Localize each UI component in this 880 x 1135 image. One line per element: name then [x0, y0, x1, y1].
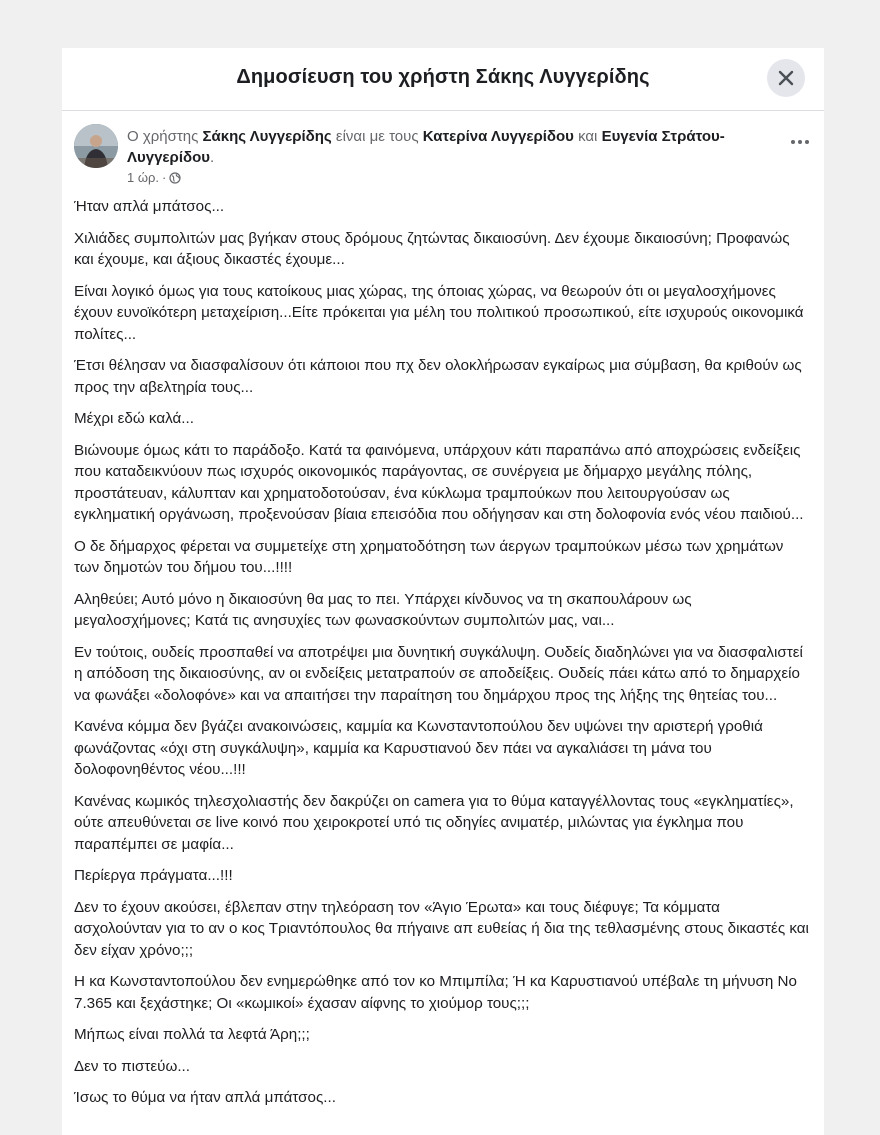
author-name-link[interactable]: Σάκης Λυγγερίδης: [202, 128, 332, 145]
post-paragraph: Η κα Κωνσταντοπούλου δεν ενημερώθηκε από τον κο Μπιμπίλα; Ή κα Καρυστιανού υπέβαλε τη μήνυση Νο 7.365 και ξεχάστηκε; Οι «κωμικοί» έχασαν αίφνης το χιούμορ τους;;;: [74, 973, 797, 1012]
post-paragraph: Δεν το πιστεύω...: [74, 1057, 190, 1075]
tagged-user-link-1[interactable]: Κατερίνα Λυγγερίδου: [422, 128, 574, 145]
post-paragraph: Ο δε δήμαρχος φέρεται να συμμετείχε στη χρηματοδότηση των άεργων τραμπούκων μέσω των χρημάτων των δημοτών του δήμου του...!!!!: [74, 537, 784, 576]
post-paragraph: Αληθεύει; Αυτό μόνο η δικαιοσύνη θα μας το πει. Υπάρχει κίνδυνος να τη σκαπουλάρουν ως μεγαλοσχήμονες; Κατά τις ανησυχίες των φωνασκούντων συμπολιτών μας, ναι...: [74, 590, 692, 629]
dialog-title: Δημοσίευση του χρήστη Σάκης Λυγγερίδης: [236, 66, 650, 88]
with-text: είναι με τους: [335, 128, 419, 145]
post-paragraph: Μήπως είναι πολλά τα λεφτά Άρη;;;: [74, 1026, 310, 1043]
post-paragraph: Βιώνουμε όμως κάτι το παράδοξο. Κατά τα φαινόμενα, υπάρχουν κάτι παραπάνω από αποχρώσεις ενδείξεις που καταδεικνύουν πως ισχυρός οικονομικός παράγοντας, σε συνέργεια με δήμαρχο μεγάλης πόλης, προστάτευαν, κάλυπταν και χρηματοδοτούσαν, ένα κύκλωμα τραμπούκων που λειτουργούσαν ως εγκληματική οργάνωση, προξενούσαν βίαια επεισόδια που οδήγησαν και στη δολοφονία ενός νέου παιδιού...: [74, 441, 804, 523]
and-text: και: [578, 128, 598, 145]
post-body: [74, 196, 809, 1119]
globe-icon[interactable]: [169, 172, 181, 184]
avatar[interactable]: [74, 124, 118, 168]
close-button[interactable]: [767, 59, 805, 97]
post-paragraph: Έτσι θέλησαν να διασφαλίσουν ότι κάποιοι που πχ δεν ολοκλήρωσαν εγκαίρως μια σύμβαση, θα κριθούν ως προς την αβελτηρία τους...: [74, 357, 802, 396]
post-paragraph: Ήταν απλά μπάτσος...: [74, 198, 225, 215]
post-paragraph: Είναι λογικό όμως για τους κατοίκους μιας χώρας, της όποιας χώρας, να θεωρούν ότι οι μεγαλοσχήμονες έχουν ευνοϊκότερη μεταχείριση...Είτε πρόκειται για μέλη του πολιτικού προσωπικού, είτε ισχυρούς οικονομικά πολίτες...: [74, 282, 804, 343]
tagged-user-link-2[interactable]: Ευγενία Στράτου-Λυγγερίδου: [127, 128, 725, 166]
post-paragraph: Κανένας κωμικός τηλεσχολιαστής δεν δακρύζει on camera για το θύμα καταγγέλλοντας τους «εγκληματίες», ούτε απευθύνεται σε live κοινό που χειροκροτεί υπό τις οδηγίες ανιματέρ, μιλώντας για έγκλημα που παραπέμπει σε μαφία...: [74, 792, 794, 853]
post-dialog: [62, 48, 824, 1135]
post-paragraph: Δεν το έχουν ακούσει, έβλεπαν στην τηλεόραση τον «Άγιο Έρωτα» και τους διέφυγε; Τα κόμματα ασχολούνταν για το αν ο κος Τριαντόπουλος θα πήγαινε απ ευθείας ή δια της τεθλασμένης στους δικαστές και δεν είχαν χρόνο;;;: [74, 898, 809, 959]
post-paragraph: Ίσως το θύμα να ήταν απλά μπάτσος...: [74, 1089, 336, 1106]
close-icon: [778, 70, 794, 86]
post-paragraph: Εν τούτοις, ουδείς προσπαθεί να αποτρέψει μια δυνητική συγκάλυψη. Ουδείς διαδηλώνει για να διασφαλιστεί η απόδοση της δικαιοσύνης, αν οι ενδείξεις μετατραπούν σε αποδείξεις. Ουδείς πάει κάτω από το δημαρχείο να φωνάξει «δολοφόνε» και να απαιτήσει την παραίτηση του δημάρχου προς της λήξης της θητείας του...: [74, 643, 803, 704]
post-paragraph: Μέχρι εδώ καλά...: [74, 410, 194, 427]
post-timestamp[interactable]: 1 ώρ.: [127, 170, 159, 185]
prefix-text: Ο χρήστης: [127, 128, 199, 145]
avatar-photo-icon: [74, 124, 118, 168]
post-header: [74, 124, 814, 184]
dialog-header: [62, 48, 824, 111]
post-paragraph: Χιλιάδες συμπολιτών μας βγήκαν στους δρόμους ζητώντας δικαιοσύνη. Δεν έχουμε δικαιοσύνη; Προφανώς και έχουμε, και άξιους δικαστές έχουμε...: [74, 229, 790, 268]
more-options-icon: [790, 139, 810, 145]
post-paragraph: Κανένα κόμμα δεν βγάζει ανακοινώσεις, καμμία κα Κωνσταντοπούλου δεν υψώνει την αριστερή γροθιά φωνάζοντας «όχι στη συγκάλυψη», καμμία κα Καρυστιανού δεν πάει να αγκαλιάσει τη μάνα του δολοφονηθέντος νέου...!!!: [74, 718, 763, 778]
period-text: .: [209, 149, 215, 166]
meta-separator: ·: [162, 170, 167, 185]
more-options-button[interactable]: [784, 130, 816, 154]
post-paragraph: Περίεργα πράγματα...!!!: [74, 867, 233, 884]
post-meta: [127, 170, 181, 185]
author-line: [127, 126, 727, 168]
